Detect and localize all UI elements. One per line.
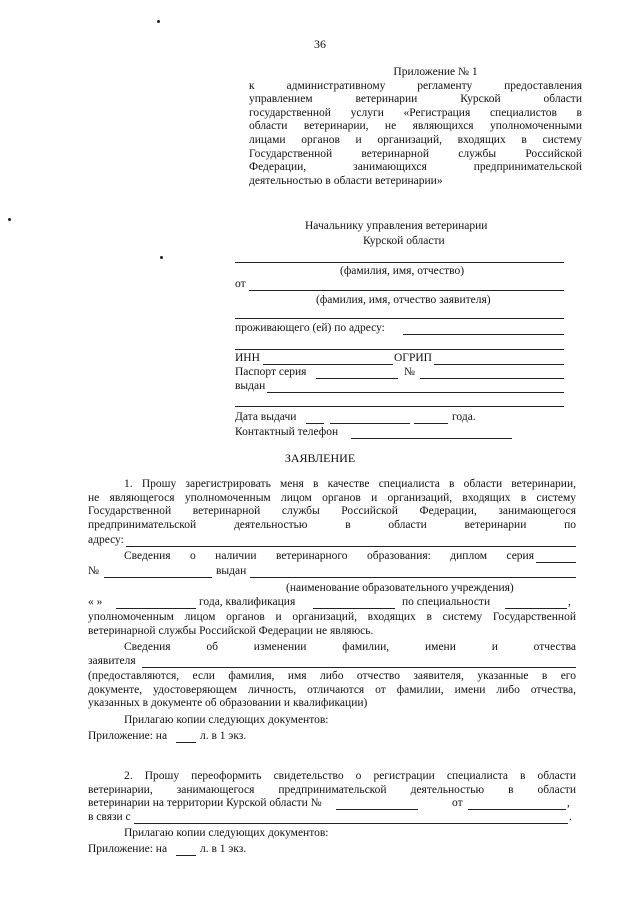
certificate-date-field[interactable] [468,809,566,810]
paragraph-line: ветеринарии, занимающегося предпринимательской деятельностью в области [88,783,576,796]
appendix-line: лицами органов и организаций, входящих в систему [249,133,582,146]
paragraph-1 [88,478,576,532]
note-line: (предоставляются, если фамилия, имя либо отчество заявителя, указанные в его [88,670,576,682]
sheets-count-field-2[interactable] [176,855,196,856]
appendix-line: государственной услуги «Регистрация специалистов в [249,106,582,119]
applicant-caption: (фамилия, имя, отчество заявителя) [316,294,491,306]
name-change-field[interactable] [142,667,576,668]
address-field-extra[interactable] [235,349,564,350]
appendix-copies-label: л. в 1 экз. [200,730,247,742]
issued-field[interactable] [267,392,564,393]
p2-reason-label: в связи с [88,811,131,823]
qualification-field[interactable] [313,608,395,609]
not-authorized-line-1: уполномоченным лицом органов и организаций, входящих в систему Государственной [88,611,576,623]
paragraph-line: 1. Прошу зарегистрировать меня в качестве специалиста в области ветеринарии, [124,478,576,490]
issued-label: выдан [235,380,266,392]
issue-month-field[interactable] [330,423,410,424]
note-line: документе, удостоверяющем личность, отличаются от фамилии, имени либо отчества, [88,683,576,696]
institution-caption: (наименование образовательного учреждения) [286,582,514,594]
certificate-number-field[interactable] [336,809,418,810]
not-authorized-line-2: ветеринарной службы Российской Федерации не являюсь. [88,625,374,637]
issue-year-field[interactable] [414,423,448,424]
appendix-line: деятельностью в области ветеринарии» [249,174,443,187]
statement-heading: ЗАЯВЛЕНИЕ [284,451,356,465]
appendix-title: Приложение № 1 [393,66,478,78]
diploma-issued-field[interactable] [250,577,576,578]
address-field[interactable] [403,334,564,335]
issue-date-label: Дата выдачи [235,411,297,423]
phone-label: Контактный телефон [235,426,339,438]
paragraph-line: не являющегося уполномоченным лицом органов и организаций, входящих в систему [88,491,576,504]
scan-speck [157,20,160,23]
passport-label: Паспорт серия [235,366,307,378]
paragraph-line: предпринимательской деятельностью в области ветеринарии по [88,518,576,531]
appendix-line: Государственной ветеринарной службы Российской [249,147,582,160]
activity-address-field[interactable] [126,546,576,547]
p2-from-label: от [452,797,463,809]
comma: , [567,797,570,809]
page-number: 36 [314,37,326,51]
quote-date: « » [88,596,103,608]
ogrip-field[interactable] [434,364,564,365]
appendix-line: управлением ветеринарии Курской области [249,93,582,106]
appendix-block [249,66,582,188]
diploma-series-field[interactable] [536,562,576,563]
ogrip-label: ОГРИП [394,352,432,364]
scan-speck [160,256,163,259]
applicant-field-extra[interactable] [235,318,564,319]
education-label: Сведения о наличии ветеринарного образования: диплом серия [124,550,534,562]
inn-field[interactable] [263,364,393,365]
address-label: адресу: [88,534,124,546]
diploma-number-field[interactable] [104,577,212,578]
p2-territory-label: ветеринарии на территории Курской области № [88,797,322,809]
specialty-field[interactable] [505,608,567,609]
from-label: от [235,278,246,290]
issue-day-field[interactable] [306,423,324,424]
attach-label-2: Прилагаю копии следующих документов: [124,827,329,839]
passport-series-field[interactable] [316,378,398,379]
paragraph-line: Государственной ветеринарной службы Российской Федерации, занимающегося [88,505,576,518]
note-block [88,670,576,711]
reason-field[interactable] [134,823,568,824]
attach-label: Прилагаю копии следующих документов: [124,714,329,726]
diploma-issued-label: выдан [216,565,247,577]
fio-field[interactable] [235,262,564,263]
passport-number-sign: № [404,366,415,378]
inn-label: ИНН [235,352,260,364]
appendix-on-label-2: Приложение: на [88,843,168,855]
appendix-line: к административному регламенту предоставления [249,79,582,92]
issued-field-extra[interactable] [235,406,564,407]
residence-label: проживающего (ей) по адресу: [235,322,385,334]
paragraph-2 [88,770,576,797]
appendix-on-label: Приложение: на [88,730,168,742]
specialty-label: по специальности [402,596,491,608]
scan-speck [8,218,11,221]
year-label: года. [452,411,476,423]
appendix-copies-label-2: л. в 1 экз. [200,843,247,855]
diploma-number-sign: № [88,565,99,577]
addressee-line2: Курской области [363,235,445,247]
passport-number-field[interactable] [420,378,564,379]
diploma-date-field[interactable] [116,608,196,609]
applicant-label: заявителя [88,655,136,667]
sheets-count-field[interactable] [176,742,196,743]
addressee-line1: Начальнику управления ветеринарии [305,220,488,232]
appendix-line: Федерации, занимающихся предпринимательской [249,161,582,174]
comma: , [568,596,571,608]
note-line: указанных в документе об образовании и квалификации) [88,697,368,710]
phone-field[interactable] [351,438,512,439]
paragraph-line: 2. Прошу переоформить свидетельство о регистрации специалиста в области [124,770,576,782]
fio-caption: (фамилия, имя, отчество) [340,265,465,277]
period: . [569,811,572,823]
year-qualification-label: года, квалификация [199,596,296,608]
from-field[interactable] [249,290,564,291]
appendix-line: области ветеринарии, не являющихся уполномоченными [249,120,582,133]
name-change-label: Сведения об изменении фамилии, имени и отчества [124,641,576,653]
